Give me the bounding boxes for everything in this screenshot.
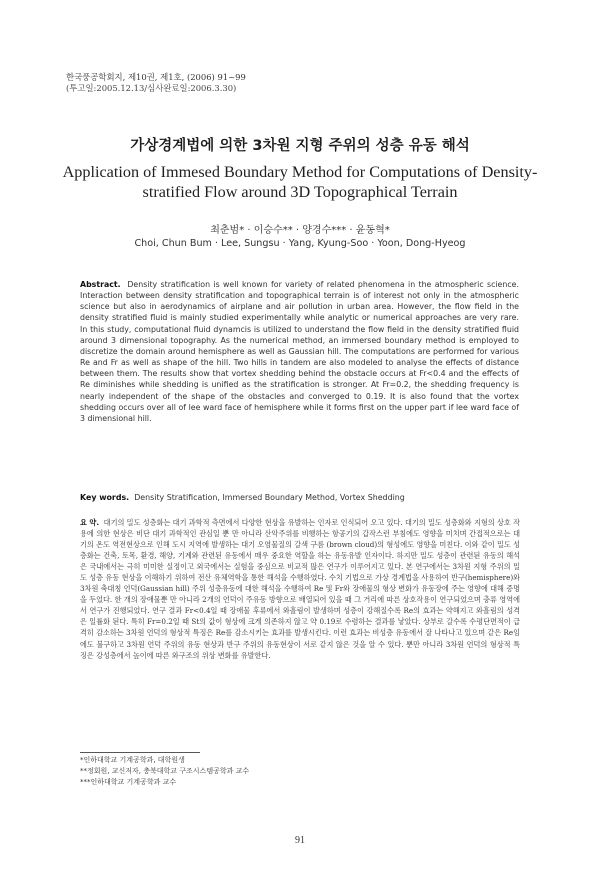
footnote-1: *인하대학교 기계공학과, 대학원생 [80, 756, 185, 764]
footnote-divider [80, 752, 200, 753]
keywords [80, 493, 520, 502]
authors-korean: 최춘범* · 이승수** · 양경수*** · 윤동혁* [210, 225, 390, 236]
footnotes [80, 755, 249, 788]
page-number: 91 [295, 835, 305, 846]
footnote-3: ***인하대학교 기계공학과 교수 [80, 778, 177, 786]
keywords-label: Key words. [80, 493, 130, 502]
keywords-text: Density Stratification, Immersed Boundary Method, Vortex Shedding [134, 493, 405, 502]
footnote-2: **정회원, 교신저자, 충북대학교 구조시스템공학과 교수 [80, 767, 250, 775]
journal-header [66, 72, 246, 94]
journal-citation: 한국풍공학회지, 제10권, 제1호, (2006) 91~99 [66, 72, 246, 82]
abstract-label: Abstract. [80, 280, 121, 289]
korean-abstract-text: 대기의 밀도 성층화는 대기 과학적 측면에서 다양한 현상을 유발하는 인자로 인식되어 오고 있다. 대기의 밀도 성층화와 지형의 상호 작용에 의한 현상은 비단 대기 과학적인 관심일 뿐 만 아니라 산악주위를 비행하는 항공기의 갑작스런 부침에도 영향을 미치며 간접적으로는 대기의 온도 역전현상으로 인해 도시 지역에 발생하는 대기 오염물질의 갈색 구름 (brown cloud)의 형성에도 영향을 미친다. 이와 같이 밀도 성층화는 건축, 토목, 환경, 해양, 기계와 관련된 유동에서 매우 중요한 역할을 하는 유동유발 인자이다. 하지만 밀도 성층이 관련된 유동의 해석은 국내에서는 극히 미미한 실정이고 외국에서는 실험을 중심으로 비교적 많은 연구가 이루어지고 있다. 본 연구에서는 3차원 지형 주위의 밀도 성층 유동 현상을 이해하기 위하여 전산 유체역학을 통한 해석을 수행하였다. 수치 기법으로 가상 경계법을 사용하여 반구(hemisphere)와 3차원 축대칭 언덕(Gaussian hill) 주위 성층유동에 대한 해석을 수행하여 Re 및 Fr와 장애물의 형상 변화가 유동장에 주는 영향에 대해 증명을 두었다. 한 개의 장애물뿐 만 아니라 2개의 언덕이 주유동 방향으로 배열되어 있을 때 그 거리에 따른 상호작용이 연구되었으며 충류 영역에서 연구가 진행되었다. 연구 결과 Fr<0.4일 때 장애물 후류에서 와흘림이 발생하며 성층이 강해질수록 Re의 효과는 약해지고 와흘림의 성격은 일률화 된다. 특히 Fr=0.2일 때 St의 값이 형상에 크게 의존하지 않고 약 0.19로 수렴하는 결과를 낳았다. 상부로 갈수록 수평단면적이 급격히 감소하는 3차원 언덕의 형상적 특징은 Re를 감소시키는 효과를 발생시킨다. 이런 효과는 비성층 유동에서 잘 나타나고 있으며 같은 Re임에도 불구하고 3차원 언덕 주위의 유동 현상과 반구 주위의 유동현상이 서로 같지 않은 것을 알 수 있다. 뿐만 아니라 3차원 언덕의 형상적 특징은 강성층에서 높이에 따른 와구조의 위상 변화를 유발한다. [80, 518, 520, 660]
authors-english: Choi, Chun Bum · Lee, Sungsu · Yang, Kyung-Soo · Yoon, Dong-Hyeog [134, 238, 466, 249]
korean-abstract-label: 요 약. [80, 518, 100, 527]
title-english: Application of Immesed Boundary Method for Computations of Density-stratified Flow around 3D Topographical Terrain [62, 163, 538, 201]
abstract [80, 279, 519, 424]
korean-abstract [80, 517, 520, 661]
submission-dates: (투고일:2005.12.13/심사완료일:2006.3.30) [66, 83, 237, 93]
abstract-text: Density stratification is well known for variety of related phenomena in the atmospheric science. Interaction between density stratification and topographical terrain is of interest not only in the atmospheric science but also in aerodynamics of airplane and air pollution in urban area. However, the flow field in the density stratified fluid is mainly studied experimentally while analytic or numerical approaches are very rare. In this study, computational fluid dynamcis is utilized to understand the flow field in the density stratified fluid around 3 dimensional topography. As the numerical method, an immersed boundary method is employed to discretize the domain around hemisphere as well as Gaussian hill. The computations are performed for various Re and Fr as well as shape of the hill. Two hills in tandem are also modeled to analyse the effects of distance between them. The results show that vortex shedding behind the obstacle occurs at Fr<0.4 and the effects of Re diminishes while shedding is unified as the stratification is stronger. At Fr=0.2, the shedding frequency is nearly independent of the shape of the obstacles and converged to 0.19. It is also found that the vortex shedding occurs over all of lee ward face of hemisphere while it forms first on the upper part if lee ward face of 3 dimensional hill. [80, 280, 519, 423]
title-korean: 가상경계법에 의한 3차원 지형 주위의 성층 유동 해석 [130, 138, 470, 154]
